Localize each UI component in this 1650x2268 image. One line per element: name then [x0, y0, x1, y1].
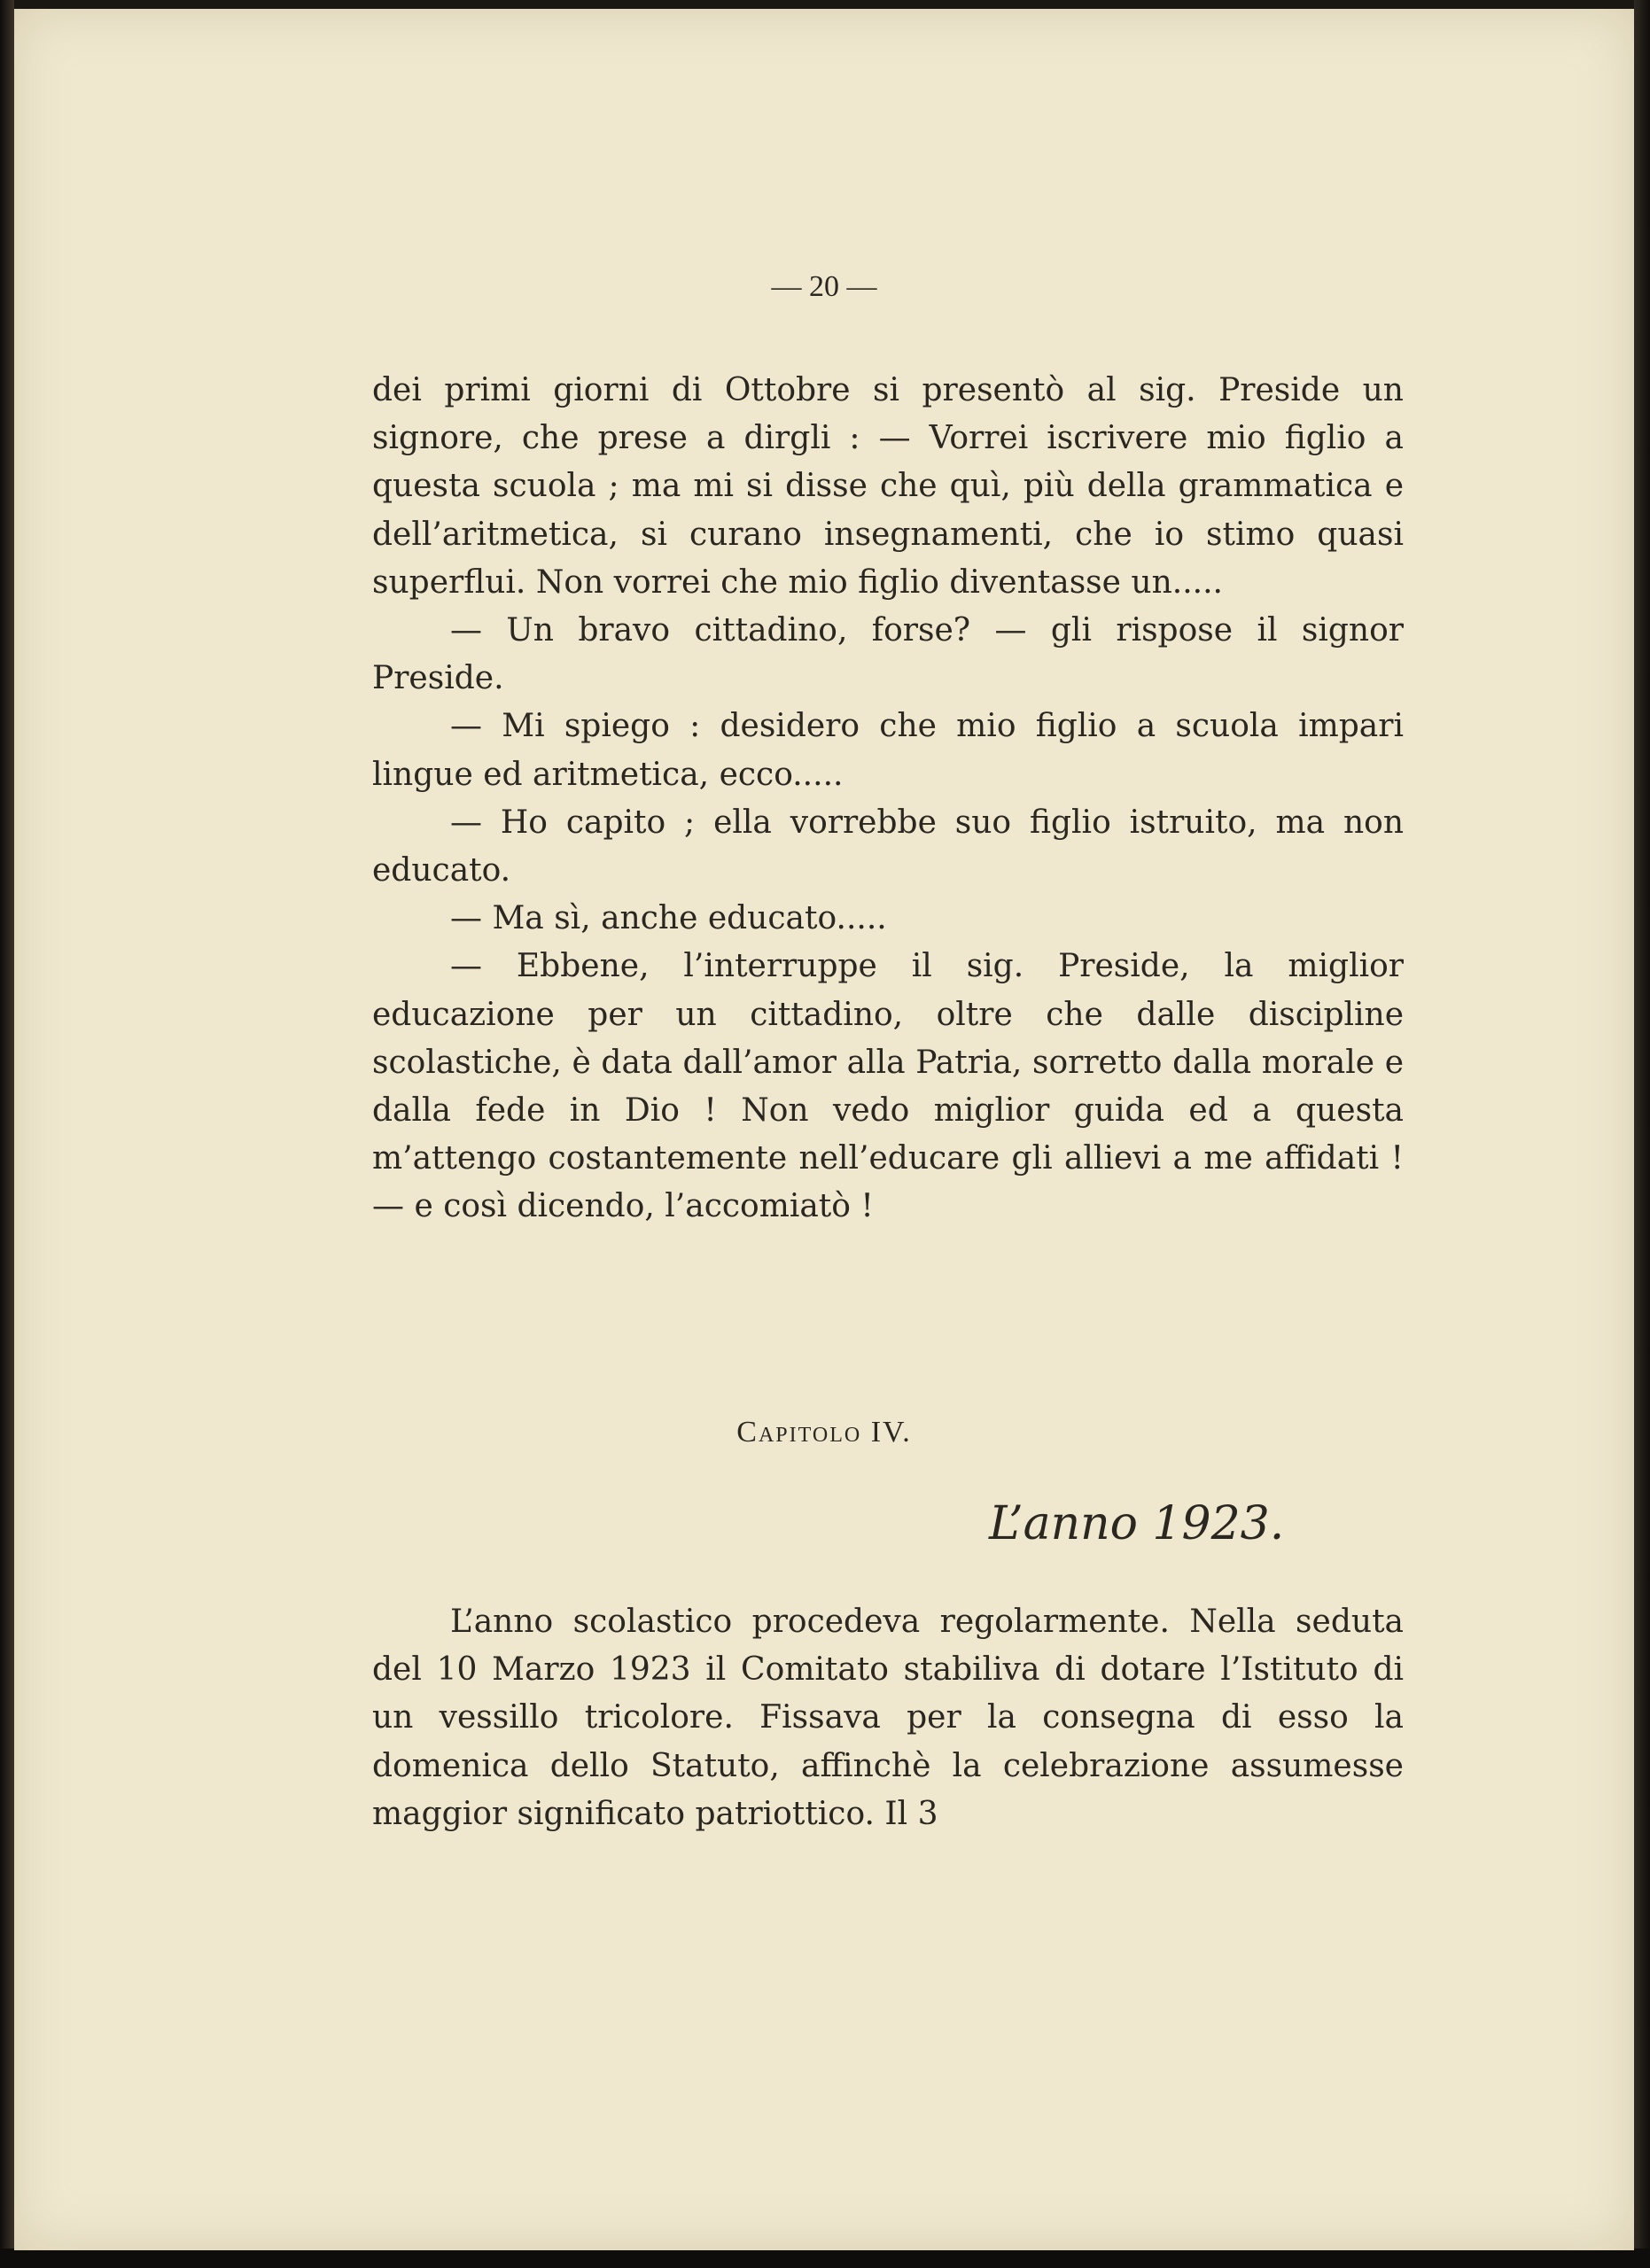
paragraph: — Mi spiego : desidero che mio figlio a scuola impari lingue ed aritmetica, ecco..... — [372, 708, 1404, 793]
chapter-title: L’anno 1923. — [989, 1497, 1285, 1550]
paragraph: — Ebbene, l’interruppe il sig. Preside, la miglior educazione per un cittadino, oltre che dalle discipline scolastiche, è data dall’amor alla Patria, sorretto dalla morale e dalla fede in Dio ! Non vedo miglior guida ed a questa m’attengo costantemente nell’educare gli allievi a me affidati ! — e così dicendo, l’accomiatò ! — [372, 948, 1404, 1225]
paragraph: L’anno scolastico procedeva regolarmente. Nella seduta del 10 Marzo 1923 il Comitato stabiliva di dotare l’Istituto di un vessillo tricolore. Fissava per la consegna di esso la domenica dello Statuto, affinchè la celebrazione assumesse maggior significato patriottico. Il 3 — [372, 1604, 1404, 1832]
scan-edge-bottom — [0, 2249, 1650, 2268]
body-text-top — [372, 367, 1404, 1231]
chapter-label: Capitolo IV. — [736, 1416, 912, 1449]
body-text-bottom — [372, 1598, 1404, 1838]
paragraph: — Ho capito ; ella vorrebbe suo figlio istruito, ma non educato. — [372, 804, 1404, 889]
paragraph: dei primi giorni di Ottobre si presentò al sig. Preside un signore, che prese a dirgli : — Vorrei iscrivere mio figlio a questa scuola ; ma mi si disse che quì, più della grammatica e dell’aritmetica, si curano insegnamenti, che io stimo quasi superflui. Non vorrei che mio figlio diventasse un..... — [372, 372, 1404, 601]
page-number: — 20 — — [771, 270, 877, 303]
book-page — [14, 9, 1634, 2250]
paragraph: — Ma sì, anche educato..... — [450, 900, 887, 937]
scan-edge-right — [1634, 0, 1650, 2268]
scan-edge-left — [0, 0, 14, 2268]
paragraph: — Un bravo cittadino, forse? — gli rispose il signor Preside. — [372, 612, 1404, 697]
